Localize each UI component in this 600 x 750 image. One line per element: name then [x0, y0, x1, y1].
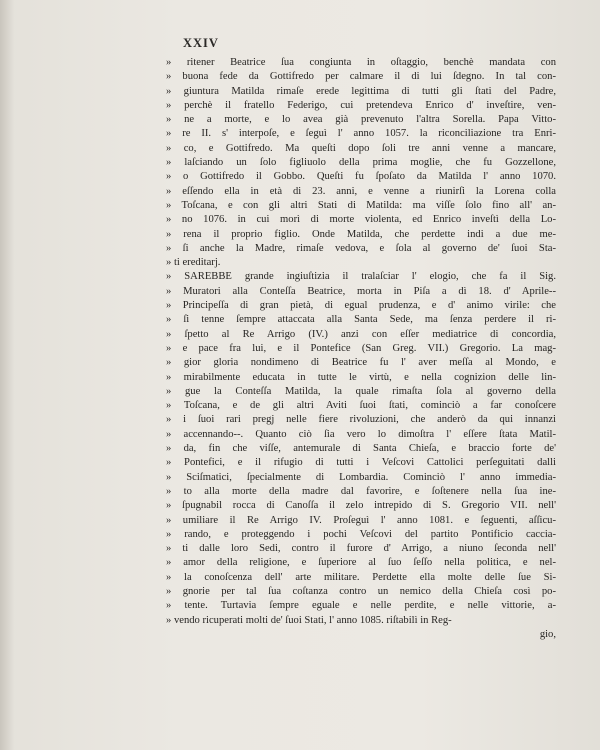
text-line: » gnorie per tal ſua coſtanza contro un nemico della Chieſa così po- [166, 585, 556, 597]
text-line: » ti ereditarj. [166, 257, 221, 269]
text-line: » o Gottifredo il Gobbo. Queſti fu ſpoſato da Matilda l' anno 1070. [166, 171, 556, 183]
text-line: » rena il proprio figlio. Onde Matilda, che perdette indi a due me- [166, 228, 556, 240]
text-line: » Pontefici, e il rifugio di tutti i Veſcovi Cattolici perſeguitati dalli [166, 457, 556, 469]
catchword: gio, [539, 628, 556, 640]
text-line: » i ſuoi rari pregj nelle fiere rivoluzioni, che anderò da qui innanzi [166, 414, 556, 426]
text-line: » da, fin che viſſe, antemurale di Santa Chieſa, e braccio forte de' [166, 443, 556, 455]
page-number: XXIV [183, 36, 219, 50]
text-line: » Sciſmatici, ſpecialmente di Lombardia. Cominciò l' anno immedia- [166, 471, 556, 483]
text-line: » e pace fra lui, e il Pontefice (San Greg. VII.) Gregorio. La mag- [166, 342, 556, 354]
text-line: » gue la Conteſſa Matilda, la quale rimaſta ſola al governo della [166, 385, 556, 397]
text-line: » umiliare il Re Arrigo IV. Proſeguì l' anno 1081. e ſeguenti, aſſicu- [166, 514, 556, 526]
text-line: » tente. Turtavia ſempre eguale e nelle perdite, e nelle vittorie, a- [166, 600, 556, 612]
text-line: » to alla morte della madre dal favorire, e ſoſtenere nella ſua ine- [166, 485, 556, 497]
text-line: » no 1076. in cui morì di morte violenta, ed Enrico inveſtì della Lo- [166, 214, 556, 226]
text-line: » ſi tenne ſempre attaccata alla Santa Sede, ma ſenza perdere il ri- [166, 314, 556, 326]
text-line: » amor della religione, e ſuperiore al ſuo ſeſſo nella politica, e nel- [166, 557, 556, 569]
text-line: » buona fede da Gottifredo per calmare il di lui ſdegno. In tal con- [166, 71, 556, 83]
text-line: » Principeſſa di gran pietà, di egual prudenza, e d' animo virile: che [166, 300, 556, 312]
text-line: » ne a morte, e lo avea già prevenuto l'altra Sorella. Papa Vitto- [166, 114, 556, 126]
text-line: » co, e Gottifredo. Ma queſti dopo ſoli tre anni venne a mancare, [166, 142, 556, 154]
text-line: » gior gloria nondimeno di Beatrice fu l' aver meſſa al Mondo, e [166, 357, 556, 369]
text-line: » laſciando un ſolo figliuolo della prima moglie, che fu Gozzellone, [166, 157, 556, 169]
text-line: » giuntura Matilda rimaſe erede legittima di tutti gli ſtati del Padre, [166, 85, 556, 97]
text-line: » eſſendo ella in età di 23. anni, e venne a riunirſi la Lorena colla [166, 185, 556, 197]
text-line: » ſpetto al Re Arrigo (IV.) anzi con eſſer mediatrice di concordia, [166, 328, 556, 340]
body-text [166, 56, 556, 642]
text-line: » SAREBBE grande ingiuſtizia il tralaſciar l' elogio, che fa il Sig. [166, 271, 556, 283]
text-line: » perchè il fratello Federigo, cui pretendeva Enrico d' inveſtire, ven- [166, 99, 556, 111]
text-line: » re II. s' interpoſe, e ſeguì l' anno 1057. la riconciliazione tra Enri- [166, 128, 556, 140]
text-line: » Toſcana, e de gli altri Aviti ſuoi ſtati, cominciò a far conoſcere [166, 400, 556, 412]
text-line: » la conoſcenza dell' arte militare. Perdette ella molte delle ſue Si- [166, 571, 556, 583]
text-line: » Muratori alla Conteſſa Beatrice, morta in Piſa a dì 18. d' Aprile-- [166, 285, 556, 297]
text-line: » ſi anche la Madre, rimaſe vedova, e ſola al governo de' ſuoi Sta- [166, 242, 556, 254]
text-line: » accennando--. Quanto ciò ſia vero lo dimoſtra l' eſſere ſtata Matil- [166, 428, 556, 440]
text-line: » rando, e proteggendo i pochi Veſcovi del partito Pontificio caccia- [166, 528, 556, 540]
text-line: » ti dalle loro Sedi, contro il furore d' Arrigo, a niuno ſeconda nell' [166, 543, 556, 555]
page-binding-edge [0, 0, 14, 750]
text-line: » ritener Beatrice ſua congiunta in oſtaggio, benchè mandata con [166, 57, 556, 68]
text-line: » Toſcana, e con gli altri Stati di Matilda: ma viſſe ſolo fino all' an- [166, 199, 556, 211]
text-line: » vendo ricuperati molti de' ſuoi Stati, l' anno 1085. riſtabilì in Reg- [166, 614, 452, 626]
text-line: » ſpugnabil rocca di Canoſſa il zelo intrepido di S. Gregorio VII. nell' [166, 500, 556, 512]
text-line: » mirabilmente educata in tutte le virtù, e nella cognizion delle lin- [166, 371, 556, 383]
